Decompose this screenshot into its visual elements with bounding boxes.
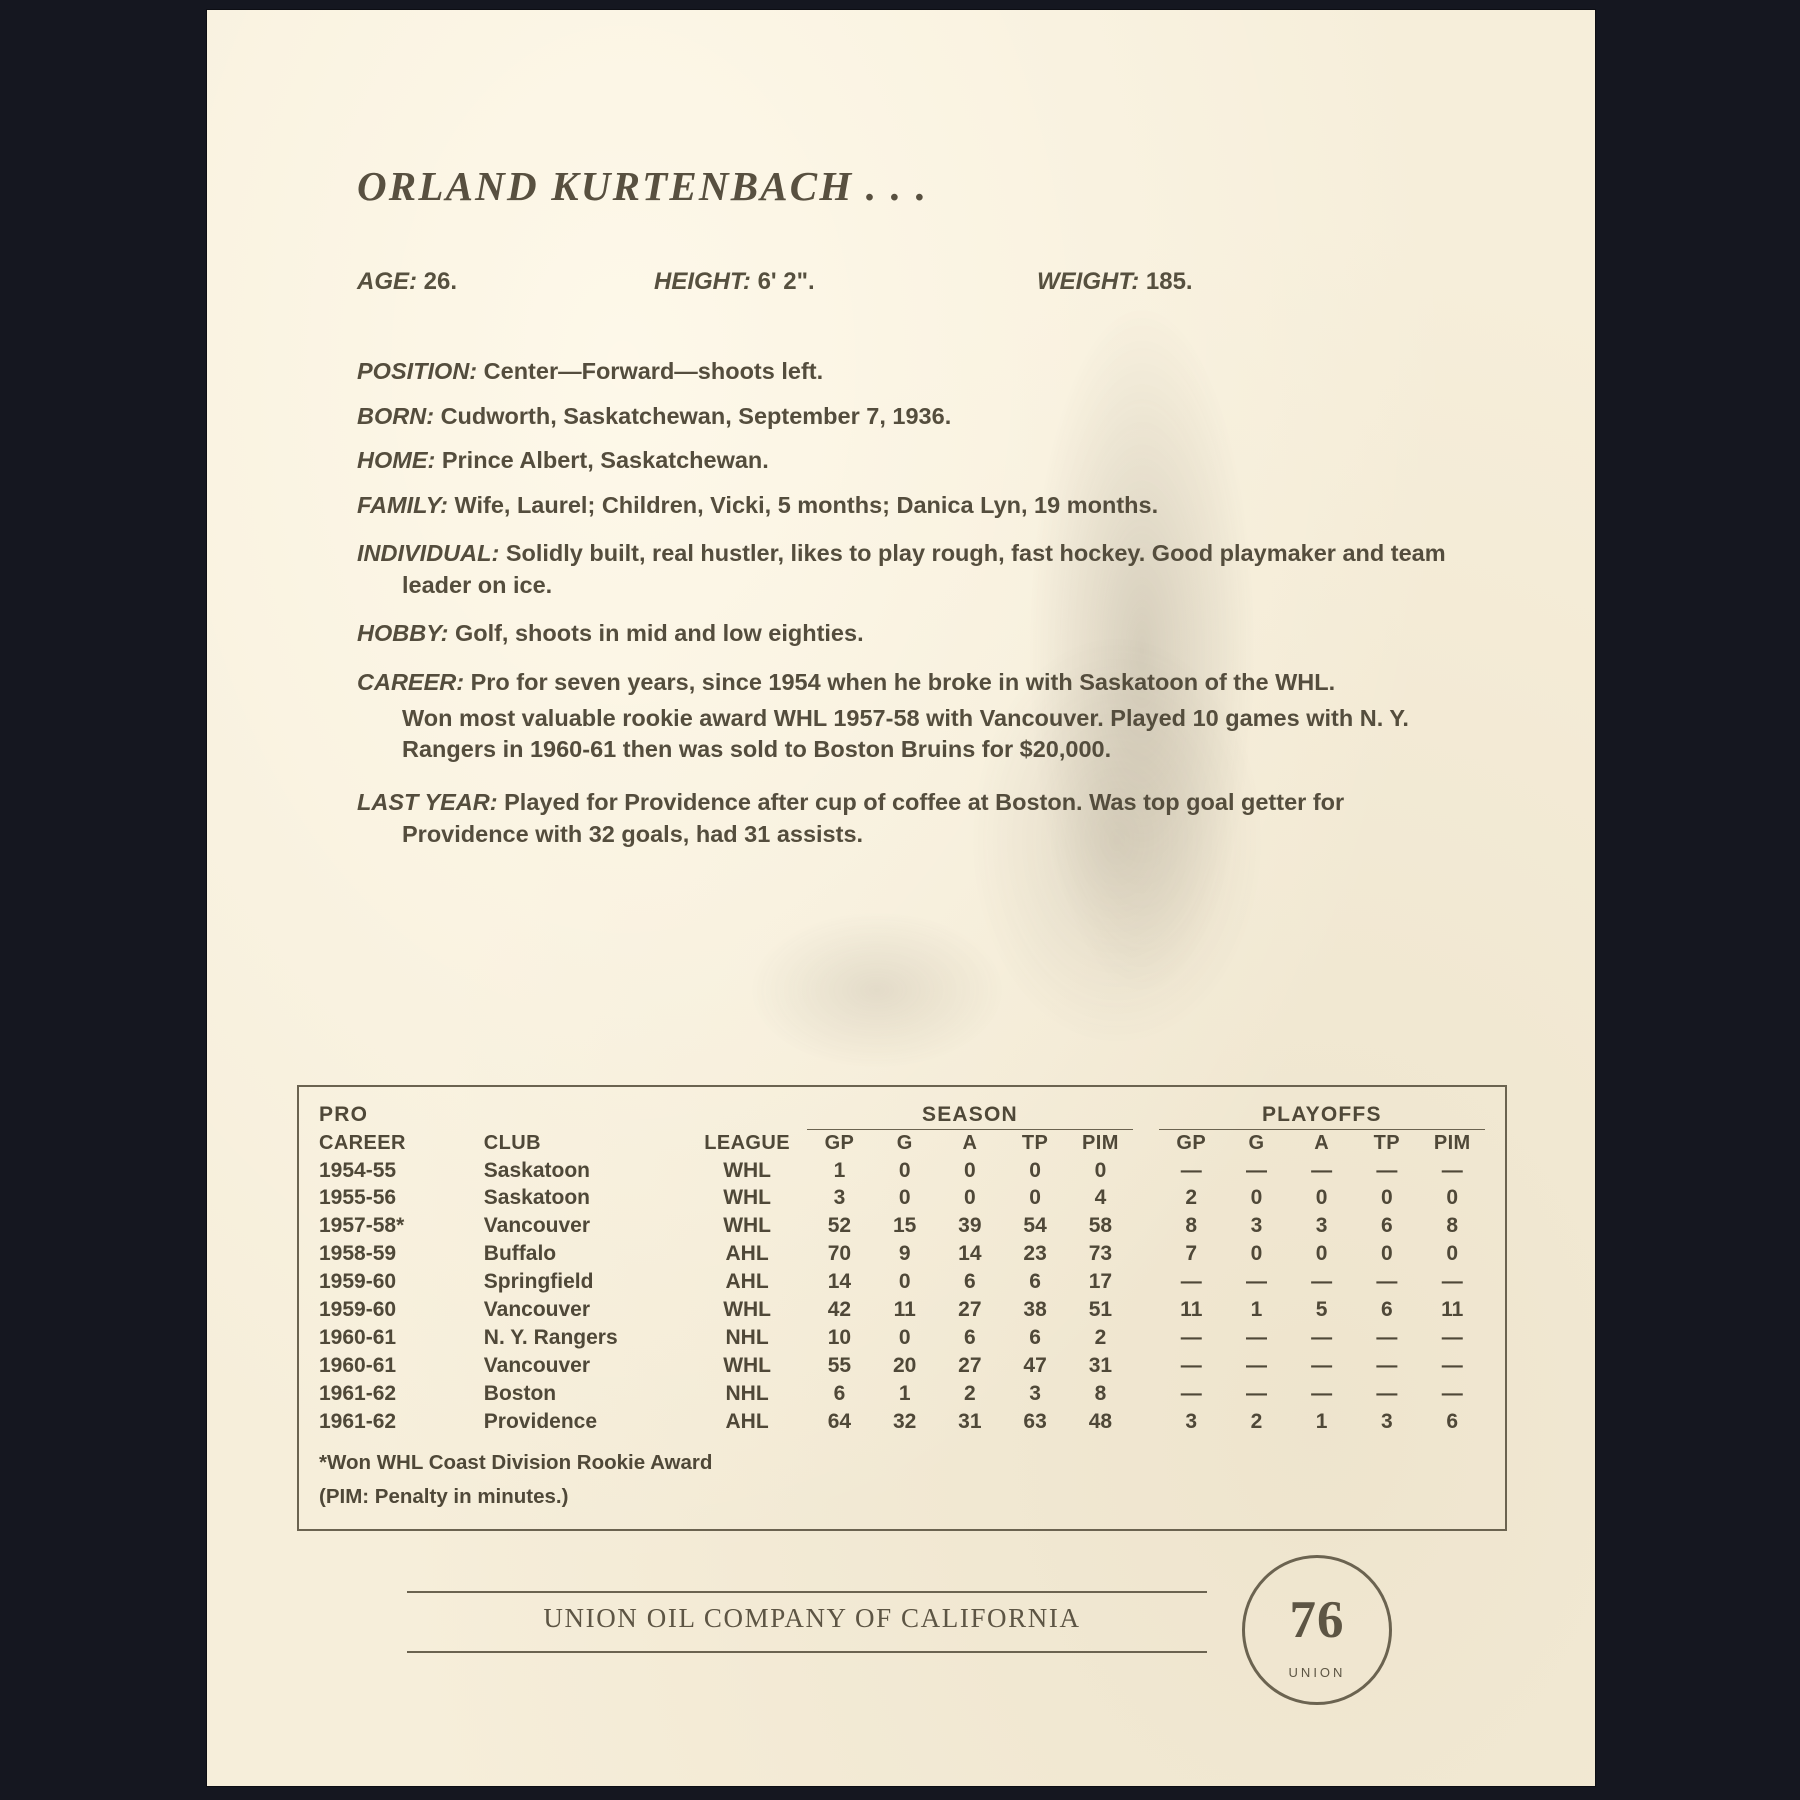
cell-season-g: 1 <box>898 1381 911 1405</box>
cell-season-a: 2 <box>964 1381 976 1405</box>
stats-footnote-award: *Won WHL Coast Division Rookie Award <box>319 1450 713 1474</box>
stats-col-gap <box>1133 1129 1159 1156</box>
bio-career-label: CAREER: <box>357 668 465 695</box>
cell-playoffs-a: 0 <box>1315 1186 1328 1210</box>
cell-season-pim: 58 <box>1088 1214 1113 1238</box>
stats-group-header-row <box>319 1101 1485 1129</box>
bio-hobby-label: HOBBY: <box>357 620 449 647</box>
cell-playoffs-g: — <box>1245 1326 1267 1350</box>
cell-season-tp: 6 <box>1029 1270 1041 1294</box>
vital-weight <box>1037 268 1193 296</box>
bio-home-text: Prince Albert, Saskatchewan. <box>441 447 769 473</box>
cell-playoffs-g: — <box>1245 1381 1267 1405</box>
vital-age <box>357 268 457 296</box>
vital-height <box>654 268 815 296</box>
cell-season-tp: 38 <box>1023 1298 1047 1322</box>
cell-playoffs-g: — <box>1245 1353 1267 1377</box>
cell-season-a: 6 <box>964 1270 976 1294</box>
cell-playoffs-g: 0 <box>1250 1242 1263 1266</box>
cell-season-a: 6 <box>964 1326 976 1350</box>
cell-season-pim: 17 <box>1088 1270 1113 1294</box>
stats-col-playoffs-pim: PIM <box>1433 1131 1471 1154</box>
cell-season-a: 14 <box>958 1242 982 1266</box>
stats-career-label: CAREER <box>319 1131 406 1154</box>
cell-playoffs-gp: 7 <box>1185 1242 1198 1266</box>
cell-playoffs-pim: — <box>1441 1158 1463 1182</box>
bio-position-label: POSITION: <box>357 358 478 384</box>
logo-word: UNION <box>1288 1665 1346 1680</box>
table-row <box>319 1212 1485 1240</box>
stats-col-playoffs-tp: TP <box>1373 1131 1400 1154</box>
stats-col-season-g: G <box>896 1131 913 1154</box>
cell-league: WHL <box>723 1214 772 1238</box>
table-row <box>319 1352 1485 1380</box>
cell-season-pim: 48 <box>1088 1409 1113 1433</box>
cell-season-gp: 52 <box>827 1214 852 1238</box>
cell-season-pim: 4 <box>1094 1186 1107 1210</box>
cell-season-a: 0 <box>964 1186 976 1210</box>
cell-season-pim: 73 <box>1088 1242 1113 1266</box>
cell-season-tp: 23 <box>1023 1242 1047 1266</box>
cell-season-tp: 0 <box>1029 1158 1041 1182</box>
cell-playoffs-g: 3 <box>1250 1214 1263 1238</box>
bio-sections <box>357 360 1447 872</box>
bio-career-extra <box>357 703 1447 766</box>
stats-col-season-pim: PIM <box>1082 1131 1119 1154</box>
cell-playoffs-tp: — <box>1376 1326 1398 1350</box>
stats-col-playoffs-gp: GP <box>1176 1131 1207 1154</box>
page-title: ORLAND KURTENBACH . . . <box>357 163 929 209</box>
cell-season-g: 15 <box>892 1214 917 1238</box>
cell-season-gp: 1 <box>833 1158 846 1182</box>
cell-playoffs-gp: — <box>1180 1158 1202 1182</box>
cell-playoffs-pim: 11 <box>1441 1298 1464 1322</box>
stats-season-group-header: SEASON <box>807 1101 1133 1129</box>
cell-club: Springfield <box>483 1270 594 1294</box>
stats-col-season-gp: GP <box>824 1131 855 1154</box>
bio-last-year-text: Played for Providence after cup of coffee at Boston. Was top goal getter for Providence with 32 goals, had 31 assists. <box>402 789 1345 847</box>
bio-last-year <box>357 787 1447 850</box>
cell-year: 1959-60 <box>319 1270 397 1294</box>
cell-playoffs-pim: 6 <box>1446 1409 1459 1433</box>
footer-rule-bottom <box>407 1651 1207 1653</box>
table-row <box>319 1324 1485 1352</box>
cell-league: AHL <box>725 1270 769 1294</box>
cell-playoffs-gp: — <box>1180 1326 1202 1350</box>
cell-gap <box>1133 1324 1159 1352</box>
cell-league: WHL <box>723 1298 772 1322</box>
cell-year: 1958-59 <box>319 1242 397 1266</box>
cell-gap <box>1133 1240 1159 1268</box>
cell-league: NHL <box>725 1381 769 1405</box>
cell-season-gp: 3 <box>833 1186 846 1210</box>
cell-playoffs-a: 3 <box>1315 1214 1328 1238</box>
cell-gap <box>1133 1296 1159 1324</box>
cell-season-a: 39 <box>958 1214 982 1238</box>
cell-year: 1960-61 <box>319 1326 397 1350</box>
cell-season-a: 0 <box>964 1158 976 1182</box>
cell-gap <box>1133 1184 1159 1212</box>
stats-footnote-pim: (PIM: Penalty in minutes.) <box>319 1485 569 1509</box>
cell-playoffs-gp: — <box>1180 1270 1202 1294</box>
cell-club: Buffalo <box>483 1242 557 1266</box>
stats-col-playoffs-a: A <box>1314 1131 1330 1154</box>
cell-year: 1957-58* <box>319 1214 405 1238</box>
cell-season-tp: 6 <box>1029 1326 1041 1350</box>
bio-hobby-text: Golf, shoots in mid and low eighties. <box>454 620 864 647</box>
cell-season-gp: 70 <box>827 1242 852 1266</box>
stats-col-season-a: A <box>962 1131 978 1154</box>
bio-born <box>357 402 1447 429</box>
cell-season-a: 31 <box>958 1409 982 1433</box>
cell-year: 1955-56 <box>319 1186 397 1210</box>
table-row <box>319 1408 1485 1436</box>
career-stats-table <box>319 1101 1485 1436</box>
bio-position-text: Center—Forward—shoots left. <box>483 358 824 384</box>
cell-playoffs-gp: 8 <box>1185 1214 1198 1238</box>
cell-playoffs-tp: 3 <box>1380 1409 1393 1433</box>
vital-age-label: AGE: <box>357 268 417 295</box>
stats-column-header-row <box>319 1129 1485 1156</box>
cell-year: 1961-62 <box>319 1381 397 1405</box>
cell-club: Saskatoon <box>483 1186 590 1210</box>
cell-playoffs-tp: 6 <box>1380 1214 1393 1238</box>
cell-playoffs-tp: 0 <box>1380 1242 1393 1266</box>
cell-playoffs-g: 0 <box>1250 1186 1263 1210</box>
cell-year: 1961-62 <box>319 1409 397 1433</box>
bio-position <box>357 360 1447 384</box>
cell-playoffs-pim: 0 <box>1446 1186 1459 1210</box>
cell-playoffs-a: — <box>1311 1158 1333 1182</box>
table-row <box>319 1380 1485 1408</box>
cell-season-pim: 31 <box>1088 1353 1113 1377</box>
cell-playoffs-g: 1 <box>1250 1298 1263 1322</box>
footer-rule-top <box>407 1591 1207 1593</box>
cell-playoffs-gp: 11 <box>1180 1298 1203 1322</box>
cell-season-pim: 8 <box>1094 1381 1107 1405</box>
vital-weight-label: WEIGHT: <box>1037 268 1140 295</box>
cell-playoffs-g: 2 <box>1250 1409 1263 1433</box>
stats-col-season-tp: TP <box>1021 1131 1049 1154</box>
cell-playoffs-pim: 8 <box>1446 1214 1459 1238</box>
cell-season-g: 0 <box>898 1270 911 1294</box>
cell-playoffs-g: — <box>1245 1158 1267 1182</box>
hockey-card-back <box>207 10 1595 1786</box>
sponsor-text: UNION OIL COMPANY OF CALIFORNIA <box>543 1603 1081 1633</box>
stats-col-playoffs-g: G <box>1248 1131 1265 1154</box>
cell-playoffs-gp: — <box>1180 1353 1202 1377</box>
cell-season-g: 0 <box>898 1326 911 1350</box>
cell-playoffs-a: — <box>1311 1270 1333 1294</box>
cell-season-pim: 51 <box>1088 1298 1113 1322</box>
table-row <box>319 1268 1485 1296</box>
cell-league: WHL <box>723 1158 772 1182</box>
cell-season-g: 9 <box>898 1242 911 1266</box>
cell-season-g: 0 <box>898 1158 911 1182</box>
vital-height-value: 6' 2". <box>757 268 815 295</box>
cell-playoffs-pim: 0 <box>1446 1242 1459 1266</box>
cell-season-gp: 64 <box>827 1409 852 1433</box>
cell-season-g: 32 <box>892 1409 917 1433</box>
bio-home <box>357 449 1447 473</box>
cell-playoffs-pim: — <box>1441 1326 1463 1350</box>
cell-playoffs-pim: — <box>1441 1270 1463 1294</box>
cell-playoffs-a: — <box>1311 1353 1333 1377</box>
cell-playoffs-tp: — <box>1376 1381 1398 1405</box>
cell-playoffs-gp: 2 <box>1185 1186 1198 1210</box>
bio-family <box>357 491 1447 518</box>
cell-club: Vancouver <box>483 1298 591 1322</box>
cell-playoffs-tp: — <box>1376 1270 1398 1294</box>
cell-season-pim: 0 <box>1094 1158 1107 1182</box>
cell-playoffs-a: — <box>1311 1326 1333 1350</box>
bio-individual <box>357 538 1447 601</box>
stats-playoffs-group-header: PLAYOFFS <box>1159 1101 1485 1129</box>
bio-career <box>357 667 1447 699</box>
vital-weight-value: 185. <box>1145 268 1193 295</box>
logo-number: 76 <box>1289 1591 1345 1649</box>
bio-family-label: FAMILY: <box>357 491 448 518</box>
cell-club: Boston <box>483 1381 557 1405</box>
cell-season-g: 11 <box>893 1298 916 1322</box>
bio-born-text: Cudworth, Saskatchewan, September 7, 1936. <box>440 402 952 429</box>
cell-club: Saskatoon <box>483 1158 590 1182</box>
table-row <box>319 1296 1485 1324</box>
stats-blank-club <box>468 1101 688 1129</box>
cell-season-gp: 55 <box>827 1353 852 1377</box>
cell-playoffs-a: 5 <box>1315 1298 1328 1322</box>
union-76-logo-icon <box>1242 1555 1392 1705</box>
vital-age-value: 26. <box>423 268 458 295</box>
cell-gap <box>1133 1380 1159 1408</box>
cell-year: 1954-55 <box>319 1158 397 1182</box>
cell-gap <box>1133 1157 1159 1185</box>
cell-playoffs-gp: 3 <box>1185 1409 1198 1433</box>
cell-season-g: 20 <box>892 1353 917 1377</box>
cell-season-tp: 47 <box>1023 1353 1047 1377</box>
cell-club: Providence <box>483 1409 598 1433</box>
table-row <box>319 1184 1485 1212</box>
cell-club: Vancouver <box>483 1214 591 1238</box>
cell-season-gp: 14 <box>827 1270 852 1294</box>
cell-playoffs-pim: — <box>1441 1353 1463 1377</box>
cell-season-tp: 3 <box>1029 1381 1041 1405</box>
bio-individual-text: Solidly built, real hustler, likes to play rough, fast hockey. Good playmaker and team leader on ice. <box>402 540 1446 598</box>
cell-season-pim: 2 <box>1094 1326 1107 1350</box>
cell-playoffs-a: 1 <box>1315 1409 1328 1433</box>
cell-season-g: 0 <box>898 1186 911 1210</box>
cell-league: WHL <box>723 1186 772 1210</box>
cell-season-tp: 63 <box>1023 1409 1047 1433</box>
card-footer <box>297 1555 1507 1725</box>
cell-playoffs-gp: — <box>1180 1381 1202 1405</box>
cell-playoffs-tp: 0 <box>1380 1186 1393 1210</box>
cell-gap <box>1133 1212 1159 1240</box>
bio-career-extra-text: Won most valuable rookie award WHL 1957-58 with Vancouver. Played 10 games with N. Y. Rangers in 1960-61 then was sold to Boston Bruins for $20,000. <box>402 704 1409 763</box>
cell-playoffs-a: — <box>1311 1381 1333 1405</box>
cell-playoffs-g: — <box>1245 1270 1267 1294</box>
cell-club: Vancouver <box>483 1353 591 1377</box>
cell-playoffs-tp: — <box>1376 1353 1398 1377</box>
cell-season-a: 27 <box>958 1298 982 1322</box>
bio-last-year-label: LAST YEAR: <box>357 789 498 816</box>
bio-home-label: HOME: <box>357 447 436 473</box>
vital-height-label: HEIGHT: <box>654 268 751 295</box>
cell-playoffs-tp: 6 <box>1380 1298 1393 1322</box>
cell-season-a: 27 <box>958 1353 982 1377</box>
bio-career-text: Pro for seven years, since 1954 when he broke in with Saskatoon of the WHL. <box>470 668 1336 695</box>
career-stats-box <box>297 1085 1507 1531</box>
cell-playoffs-a: 0 <box>1315 1242 1328 1266</box>
stats-group-gap <box>1133 1101 1159 1129</box>
cell-gap <box>1133 1268 1159 1296</box>
cell-season-tp: 54 <box>1023 1214 1047 1238</box>
bio-born-label: BORN: <box>357 402 435 429</box>
cell-league: WHL <box>723 1353 772 1377</box>
cell-playoffs-pim: — <box>1441 1381 1463 1405</box>
stats-col-league: LEAGUE <box>704 1131 790 1154</box>
cell-league: NHL <box>725 1326 769 1350</box>
cell-league: AHL <box>725 1409 769 1433</box>
cell-season-gp: 10 <box>827 1326 852 1350</box>
cell-year: 1960-61 <box>319 1353 397 1377</box>
cell-club: N. Y. Rangers <box>483 1326 618 1350</box>
cell-playoffs-tp: — <box>1376 1158 1398 1182</box>
cell-year: 1959-60 <box>319 1298 397 1322</box>
stats-col-club: CLUB <box>483 1131 541 1154</box>
cell-gap <box>1133 1408 1159 1436</box>
cell-gap <box>1133 1352 1159 1380</box>
table-row <box>319 1157 1485 1185</box>
bio-individual-label: INDIVIDUAL: <box>357 540 500 566</box>
table-row <box>319 1240 1485 1268</box>
cell-league: AHL <box>725 1242 769 1266</box>
bio-family-text: Wife, Laurel; Children, Vicki, 5 months; Danica Lyn, 19 months. <box>454 491 1159 518</box>
stats-pro-label: PRO <box>319 1103 369 1127</box>
cell-season-gp: 6 <box>833 1381 846 1405</box>
bio-hobby <box>357 622 1447 646</box>
stats-blank-league <box>687 1101 806 1129</box>
cell-season-tp: 0 <box>1029 1186 1041 1210</box>
cell-season-gp: 42 <box>827 1298 852 1322</box>
